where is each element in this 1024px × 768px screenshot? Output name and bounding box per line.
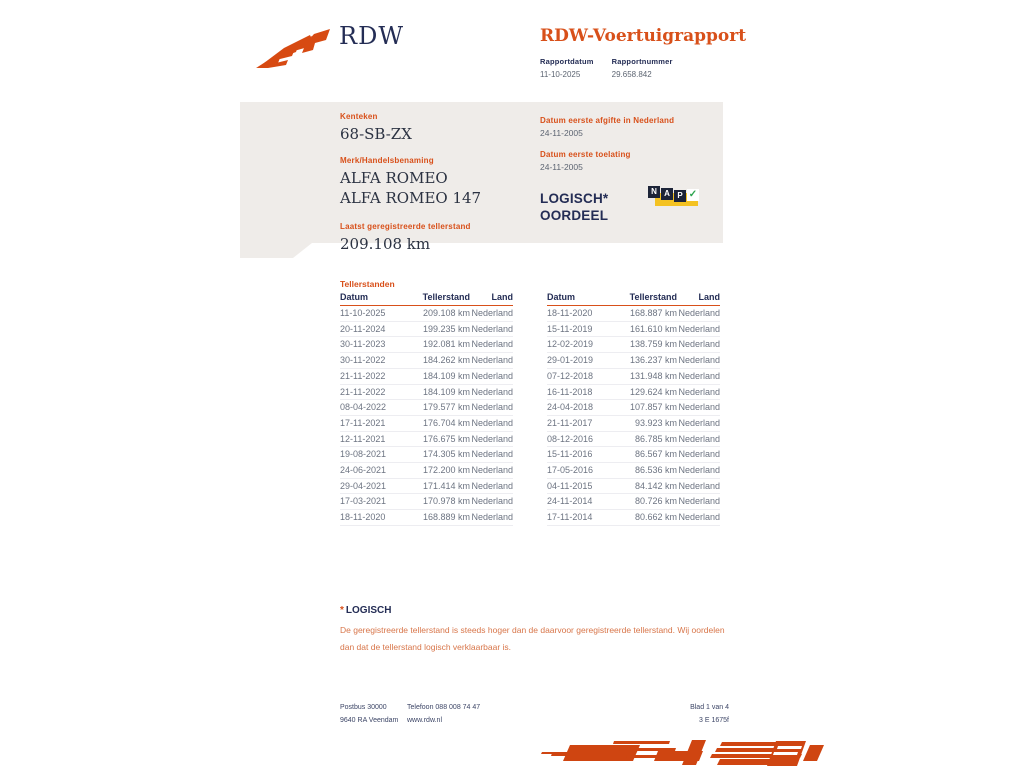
cell-datum: 12-02-2019 [547, 337, 613, 353]
cell-datum: 21-11-2022 [340, 368, 406, 384]
cell-datum: 16-11-2018 [547, 384, 613, 400]
cell-datum: 24-06-2021 [340, 463, 406, 479]
cell-tellerstand: 199.235 km [406, 321, 470, 337]
table-row [340, 353, 513, 369]
kenteken-value: 68-SB-ZX [340, 125, 412, 143]
cell-tellerstand: 176.704 km [406, 415, 470, 431]
cell-datum: 18-11-2020 [547, 306, 613, 322]
cell-tellerstand: 80.662 km [613, 510, 677, 526]
report-meta [540, 57, 673, 79]
cell-land: Nederland [677, 494, 720, 510]
report-number-block [612, 57, 673, 79]
cell-land: Nederland [470, 463, 513, 479]
cell-datum: 17-11-2021 [340, 415, 406, 431]
cell-tellerstand: 107.857 km [613, 400, 677, 416]
rdw-wing-logo-icon [254, 26, 332, 70]
cell-datum: 12-11-2021 [340, 431, 406, 447]
cell-datum: 21-11-2017 [547, 415, 613, 431]
nap-letter-n: N [648, 186, 660, 198]
report-date-block [540, 57, 594, 79]
oordeel-line1: LOGISCH* [540, 191, 609, 206]
rdw-stripes-graphic-icon [540, 737, 830, 768]
cell-tellerstand: 93.923 km [613, 415, 677, 431]
tellerstanden-table-left [340, 292, 513, 526]
footnote-text: De geregistreerde tellerstand is steeds hoger dan de daarvoor geregistreerde tellerstand. Wij oordelen dan dat de tellerstand logisch verklaarbaar is. [340, 625, 725, 652]
table-row [547, 384, 720, 400]
cell-tellerstand: 138.759 km [613, 337, 677, 353]
footer-pagination [690, 702, 729, 727]
cell-tellerstand: 86.567 km [613, 447, 677, 463]
vehicle-summary-panel [240, 102, 723, 253]
logisch-footnote [340, 605, 732, 655]
afgifte-value: 24-11-2005 [540, 128, 583, 138]
cell-land: Nederland [677, 353, 720, 369]
cell-datum: 17-11-2014 [547, 510, 613, 526]
table-row [547, 463, 720, 479]
report-date-value: 11-10-2025 [540, 70, 581, 79]
cell-tellerstand: 184.109 km [406, 384, 470, 400]
cell-land: Nederland [470, 447, 513, 463]
cell-datum: 20-11-2024 [340, 321, 406, 337]
cell-tellerstand: 86.536 km [613, 463, 677, 479]
page-title: RDW-Voertuigrapport [540, 26, 747, 46]
rdw-logo-text: RDW [339, 22, 404, 50]
report-date-label: Rapportdatum [540, 57, 594, 66]
cell-tellerstand: 84.142 km [613, 478, 677, 494]
col-header-datum: Datum [547, 292, 613, 306]
cell-land: Nederland [470, 321, 513, 337]
footer-website: www.rdw.nl [407, 716, 443, 724]
table-row [547, 353, 720, 369]
oordeel-line2: OORDEEL [540, 208, 609, 223]
cell-datum: 30-11-2023 [340, 337, 406, 353]
table-row [547, 478, 720, 494]
table-row [340, 478, 513, 494]
table-row [340, 431, 513, 447]
nap-checkmark-icon: ✓ [688, 189, 698, 200]
cell-datum: 17-05-2016 [547, 463, 613, 479]
cell-datum: 30-11-2022 [340, 353, 406, 369]
table-row [340, 321, 513, 337]
cell-land: Nederland [470, 510, 513, 526]
cell-land: Nederland [677, 447, 720, 463]
tellerstand-value: 209.108 km [340, 235, 431, 253]
table-row [340, 447, 513, 463]
report-number-label: Rapportnummer [611, 57, 673, 66]
cell-datum: 24-04-2018 [547, 400, 613, 416]
cell-tellerstand: 168.889 km [406, 510, 470, 526]
cell-land: Nederland [677, 478, 720, 494]
cell-datum: 18-11-2020 [340, 510, 406, 526]
col-header-tellerstand: Tellerstand [613, 292, 677, 306]
footer-form-code: 3 E 1675f [699, 716, 729, 724]
cell-land: Nederland [470, 400, 513, 416]
summary-left-column [340, 112, 510, 254]
cell-datum: 08-04-2022 [340, 400, 406, 416]
cell-land: Nederland [677, 384, 720, 400]
cell-tellerstand: 179.577 km [406, 400, 470, 416]
table-row [340, 510, 513, 526]
cell-tellerstand: 184.262 km [406, 353, 470, 369]
cell-land: Nederland [470, 478, 513, 494]
table-row [547, 400, 720, 416]
cell-tellerstand: 161.610 km [613, 321, 677, 337]
table-row [340, 463, 513, 479]
cell-land: Nederland [470, 415, 513, 431]
table-row [547, 415, 720, 431]
col-header-tellerstand: Tellerstand [406, 292, 470, 306]
table-row [340, 306, 513, 322]
footer-postbus: Postbus 30000 [340, 704, 387, 711]
cell-tellerstand: 176.675 km [406, 431, 470, 447]
footnote-heading [340, 605, 732, 616]
toelating-value: 24-11-2005 [540, 162, 583, 172]
cell-land: Nederland [677, 431, 720, 447]
cell-land: Nederland [677, 368, 720, 384]
cell-datum: 19-08-2021 [340, 447, 406, 463]
cell-land: Nederland [470, 337, 513, 353]
tellerstanden-title: Tellerstanden [340, 279, 395, 289]
cell-tellerstand: 209.108 km [406, 306, 470, 322]
footer-phone: Telefoon 088 008 74 47 [407, 704, 481, 711]
tellerstanden-table-right [547, 292, 720, 526]
table-row [340, 494, 513, 510]
cell-tellerstand: 86.785 km [613, 431, 677, 447]
table-row [340, 415, 513, 431]
cell-tellerstand: 129.624 km [613, 384, 677, 400]
table-row [547, 337, 720, 353]
cell-datum: 29-04-2021 [340, 478, 406, 494]
cell-datum: 07-12-2018 [547, 368, 613, 384]
merk-value: ALFA ROMEO ALFA ROMEO 147 [340, 169, 482, 207]
cell-land: Nederland [470, 431, 513, 447]
cell-datum: 29-01-2019 [547, 353, 613, 369]
toelating-label: Datum eerste toelating [540, 150, 631, 159]
footer-page-number: Blad 1 van 4 [690, 704, 729, 711]
table-row [547, 306, 720, 322]
table-row [340, 337, 513, 353]
footer-contact [407, 702, 480, 727]
cell-tellerstand: 174.305 km [406, 447, 470, 463]
table-row [547, 321, 720, 337]
table-row [340, 368, 513, 384]
table-row [547, 510, 720, 526]
cell-tellerstand: 171.414 km [406, 478, 470, 494]
cell-tellerstand: 170.978 km [406, 494, 470, 510]
report-number-value: 29.658.842 [611, 70, 652, 79]
table-row [547, 368, 720, 384]
cell-datum: 11-10-2025 [340, 306, 406, 322]
table-row [547, 494, 720, 510]
col-header-datum: Datum [340, 292, 406, 306]
table-row [547, 447, 720, 463]
afgifte-label: Datum eerste afgifte in Nederland [540, 116, 675, 125]
footnote-title: LOGISCH [345, 605, 392, 616]
cell-land: Nederland [470, 384, 513, 400]
cell-datum: 24-11-2014 [547, 494, 613, 510]
cell-land: Nederland [470, 353, 513, 369]
footer-city: 9640 RA Veendam [340, 716, 399, 724]
footnote-asterisk: * [340, 605, 344, 616]
table-header-row [340, 292, 513, 306]
cell-tellerstand: 184.109 km [406, 368, 470, 384]
panel-tail-shape [240, 243, 312, 258]
cell-land: Nederland [677, 463, 720, 479]
cell-datum: 08-12-2016 [547, 431, 613, 447]
cell-datum: 04-11-2015 [547, 478, 613, 494]
cell-land: Nederland [677, 337, 720, 353]
cell-land: Nederland [677, 415, 720, 431]
table-row [547, 431, 720, 447]
cell-land: Nederland [677, 400, 720, 416]
cell-tellerstand: 136.237 km [613, 353, 677, 369]
cell-tellerstand: 168.887 km [613, 306, 677, 322]
table-header-row [547, 292, 720, 306]
col-header-land: Land [677, 292, 720, 306]
cell-land: Nederland [677, 510, 720, 526]
cell-datum: 15-11-2016 [547, 447, 613, 463]
cell-datum: 17-03-2021 [340, 494, 406, 510]
cell-land: Nederland [470, 494, 513, 510]
cell-tellerstand: 80.726 km [613, 494, 677, 510]
nap-logo-icon [648, 184, 700, 212]
merk-label: Merk/Handelsbenaming [340, 156, 434, 165]
cell-land: Nederland [470, 306, 513, 322]
cell-datum: 15-11-2019 [547, 321, 613, 337]
col-header-land: Land [470, 292, 513, 306]
nap-letter-p: P [674, 190, 686, 202]
cell-tellerstand: 172.200 km [406, 463, 470, 479]
cell-land: Nederland [470, 368, 513, 384]
table-row [340, 384, 513, 400]
cell-tellerstand: 192.081 km [406, 337, 470, 353]
nap-letter-a: A [661, 188, 673, 200]
tellerstand-label: Laatst geregistreerde tellerstand [340, 222, 471, 231]
cell-tellerstand: 131.948 km [613, 368, 677, 384]
kenteken-label: Kenteken [340, 112, 378, 121]
cell-datum: 21-11-2022 [340, 384, 406, 400]
table-row [340, 400, 513, 416]
cell-land: Nederland [677, 321, 720, 337]
footer-address [340, 702, 398, 727]
cell-land: Nederland [677, 306, 720, 322]
